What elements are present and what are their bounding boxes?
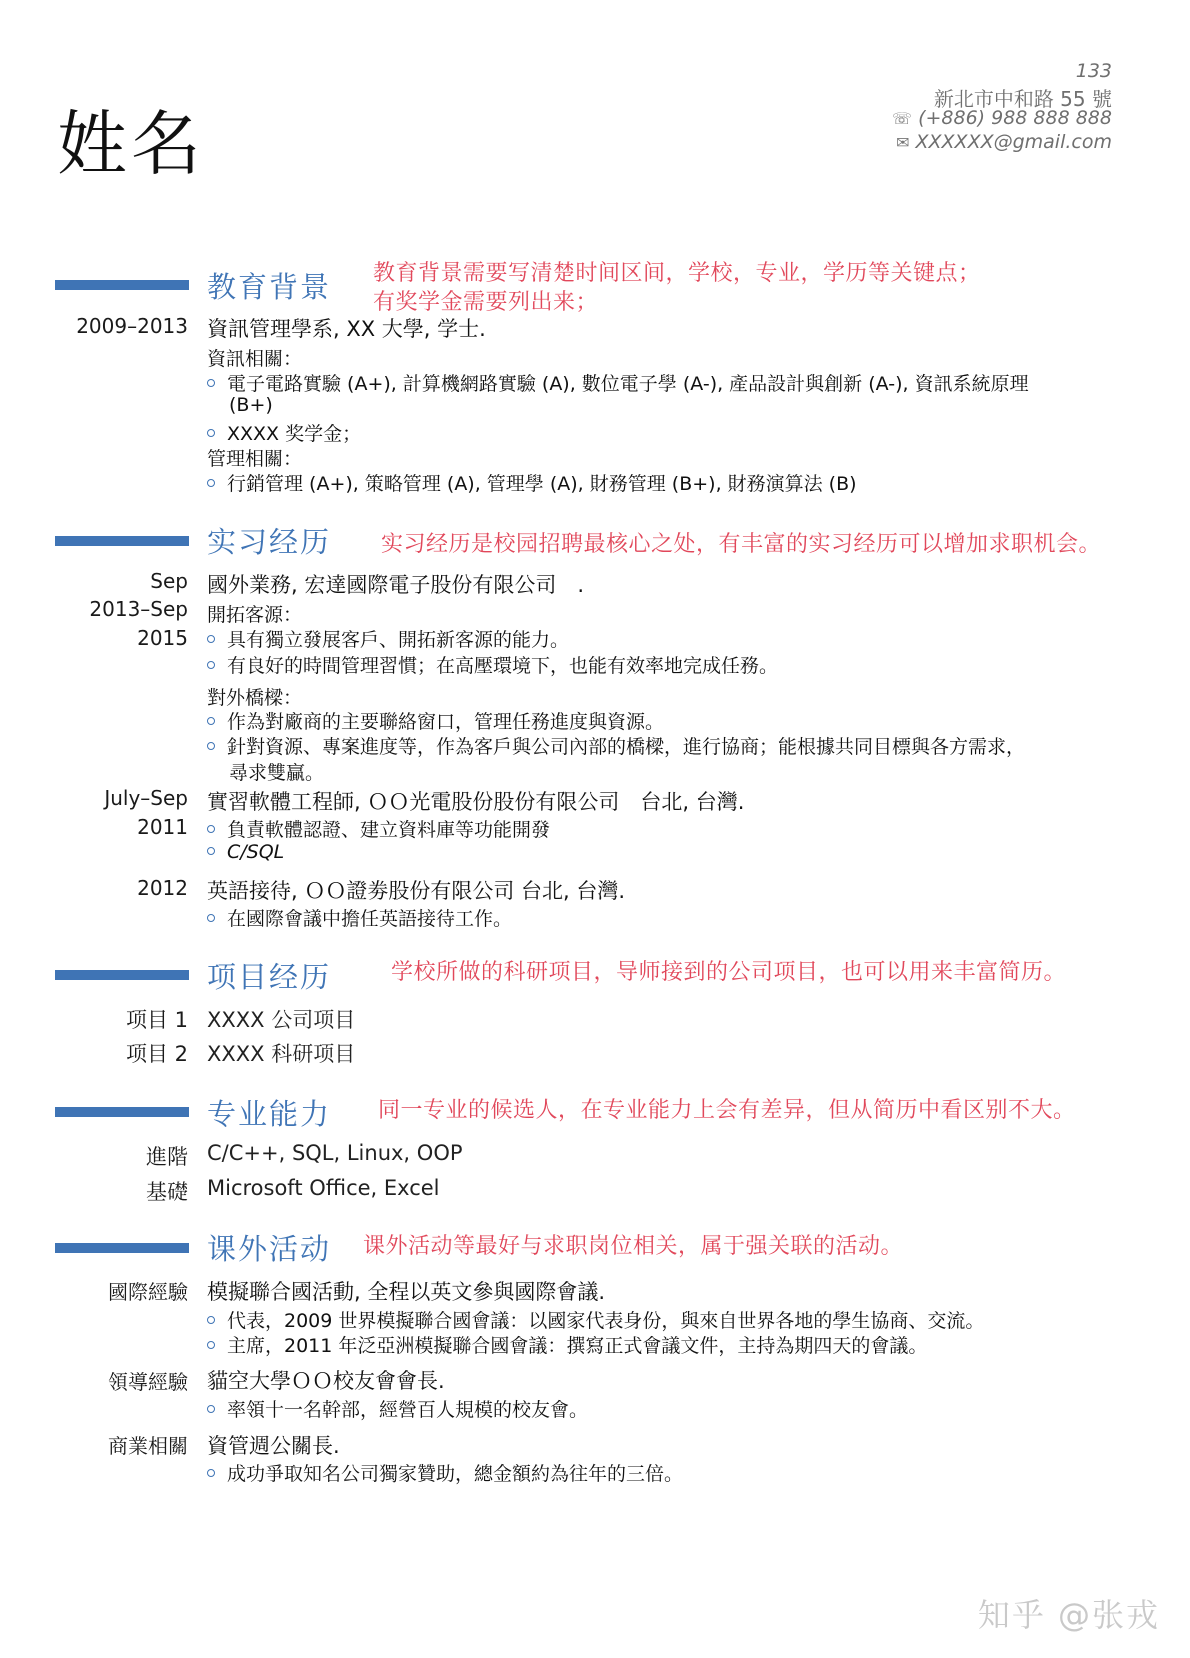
- section-title-activities: 课外活动: [207, 1232, 332, 1266]
- email-address: XXXXXX@gmail.com: [915, 131, 1112, 153]
- project-label: 项目 2: [125, 1042, 188, 1066]
- list-item-continuation: (B+): [229, 394, 273, 416]
- projects-note: 学校所做的科研项目，导师接到的公司项目，也可以用来丰富简历。: [391, 960, 1067, 985]
- job1-group-label-2: 對外橋樑：: [207, 687, 303, 709]
- activity-label: 領導經驗: [108, 1370, 188, 1394]
- education-note-2: 有奖学金需要列出来；: [373, 290, 599, 315]
- job1-date-line-1: Sep: [150, 569, 188, 593]
- address-line-1: 133: [1075, 60, 1112, 82]
- activity-label: 商業相關: [108, 1434, 188, 1458]
- job2-date-line-2: 2011: [137, 815, 188, 839]
- list-item: 在國際會議中擔任英語接待工作。: [207, 904, 512, 931]
- section-title-education: 教育背景: [207, 270, 332, 304]
- phone-number: (+886) 988 888 888: [918, 107, 1112, 129]
- phone-row: [892, 107, 1112, 129]
- list-item: 行銷管理 (A+), 策略管理 (A), 管理學 (A), 財務管理 (B+), 財務演算法 (B): [207, 469, 857, 496]
- zhihu-watermark: 知乎 @张戎: [977, 1596, 1160, 1634]
- list-item: 成功爭取知名公司獨家贊助，總金額約為往年的三倍。: [207, 1459, 683, 1486]
- section-rule-education: [55, 280, 189, 290]
- list-item: 負責軟體認證、建立資料庫等功能開發: [207, 815, 550, 842]
- list-item: 具有獨立發展客戶、開拓新客源的能力。: [207, 625, 569, 652]
- education-date: 2009–2013: [76, 314, 188, 338]
- list-item: 作為對廠商的主要聯絡窗口，管理任務進度與資源。: [207, 707, 664, 734]
- job1-date-line-2: 2013–Sep: [89, 597, 188, 621]
- activity-label: 國際經驗: [108, 1280, 188, 1304]
- list-item: 有良好的時間管理習慣；在高壓環境下，也能有效率地完成任務。: [207, 651, 778, 678]
- activities-note: 课外活动等最好与求职岗位相关，属于强关联的活动。: [363, 1234, 904, 1259]
- education-group-label-1: 資訊相關：: [207, 348, 303, 370]
- list-item: 針對資源、專案進度等，作為客戶與公司內部的橋樑，進行協商；能根據共同目標與各方需求，: [207, 732, 1025, 759]
- section-title-internship: 实习经历: [207, 525, 332, 559]
- education-group-label-2: 管理相關：: [207, 448, 303, 470]
- section-rule-internship: [55, 536, 189, 546]
- internship-note: 实习经历是校园招聘最核心之处，有丰富的实习经历可以增加求职机会。: [381, 532, 1102, 557]
- list-item-continuation: 尋求雙贏。: [229, 762, 325, 784]
- project-label: 项目 1: [125, 1008, 188, 1032]
- list-item: C/SQL: [207, 841, 284, 863]
- skill-label: 進階: [146, 1145, 188, 1169]
- section-rule-projects: [55, 970, 189, 980]
- skills-note: 同一专业的候选人，在专业能力上会有差异，但从简历中看区别不大。: [378, 1098, 1076, 1123]
- job3-date: 2012: [137, 876, 188, 900]
- address-line-2: 新北市中和路 55 號: [933, 87, 1112, 111]
- phone-icon: ☏: [892, 109, 913, 128]
- job1-date-line-3: 2015: [137, 626, 188, 650]
- list-item: 代表，2009 世界模擬聯合國會議：以國家代表身份，與來自世界各地的學生協商、交流。: [207, 1306, 984, 1333]
- job1-heading: 國外業務, 宏達國際電子股份有限公司 .: [207, 573, 585, 597]
- section-title-projects: 项目经历: [207, 960, 332, 994]
- candidate-name: 姓名: [57, 103, 205, 185]
- skill-label: 基礎: [146, 1180, 188, 1204]
- education-degree: 資訊管理學系, XX 大學, 学士.: [207, 317, 486, 341]
- job2-date-line-1: July–Sep: [104, 786, 188, 810]
- list-item: 主席，2011 年泛亞洲模擬聯合國會議：撰寫正式會議文件，主持為期四天的會議。: [207, 1331, 927, 1358]
- list-item: XXXX 奖学金；: [207, 419, 361, 446]
- project-value: XXXX 科研项目: [207, 1042, 356, 1066]
- envelope-icon: ✉: [896, 133, 910, 152]
- section-rule-activities: [55, 1243, 189, 1253]
- email-row: [896, 131, 1112, 153]
- skill-value: C/C++, SQL, Linux, OOP: [207, 1141, 463, 1165]
- job2-heading: 實習軟體工程師, ＯＯ光電股份股份有限公司 台北, 台灣.: [207, 790, 745, 814]
- activity-heading: 資管週公關長.: [207, 1434, 340, 1458]
- activity-heading: 貓空大學ＯＯ校友會會長.: [207, 1369, 445, 1393]
- section-title-skills: 专业能力: [207, 1097, 332, 1131]
- job1-group-label-1: 開拓客源：: [207, 604, 303, 626]
- list-item: 電子電路實驗 (A+), 計算機網路實驗 (A), 數位電子學 (A-), 產品設計與創新 (A-), 資訊系統原理: [207, 369, 1029, 396]
- job3-heading: 英語接待, ＯＯ證劵股份有限公司 台北, 台灣.: [207, 879, 626, 903]
- education-note-1: 教育背景需要写清楚时间区间，学校，专业，学历等关键点；: [373, 261, 981, 286]
- skill-value: Microsoft Office, Excel: [207, 1176, 440, 1200]
- project-value: XXXX 公司项目: [207, 1008, 356, 1032]
- section-rule-skills: [55, 1107, 189, 1117]
- list-item: 率領十一名幹部，經營百人規模的校友會。: [207, 1395, 588, 1422]
- activity-heading: 模擬聯合國活動, 全程以英文參與國際會議.: [207, 1280, 606, 1304]
